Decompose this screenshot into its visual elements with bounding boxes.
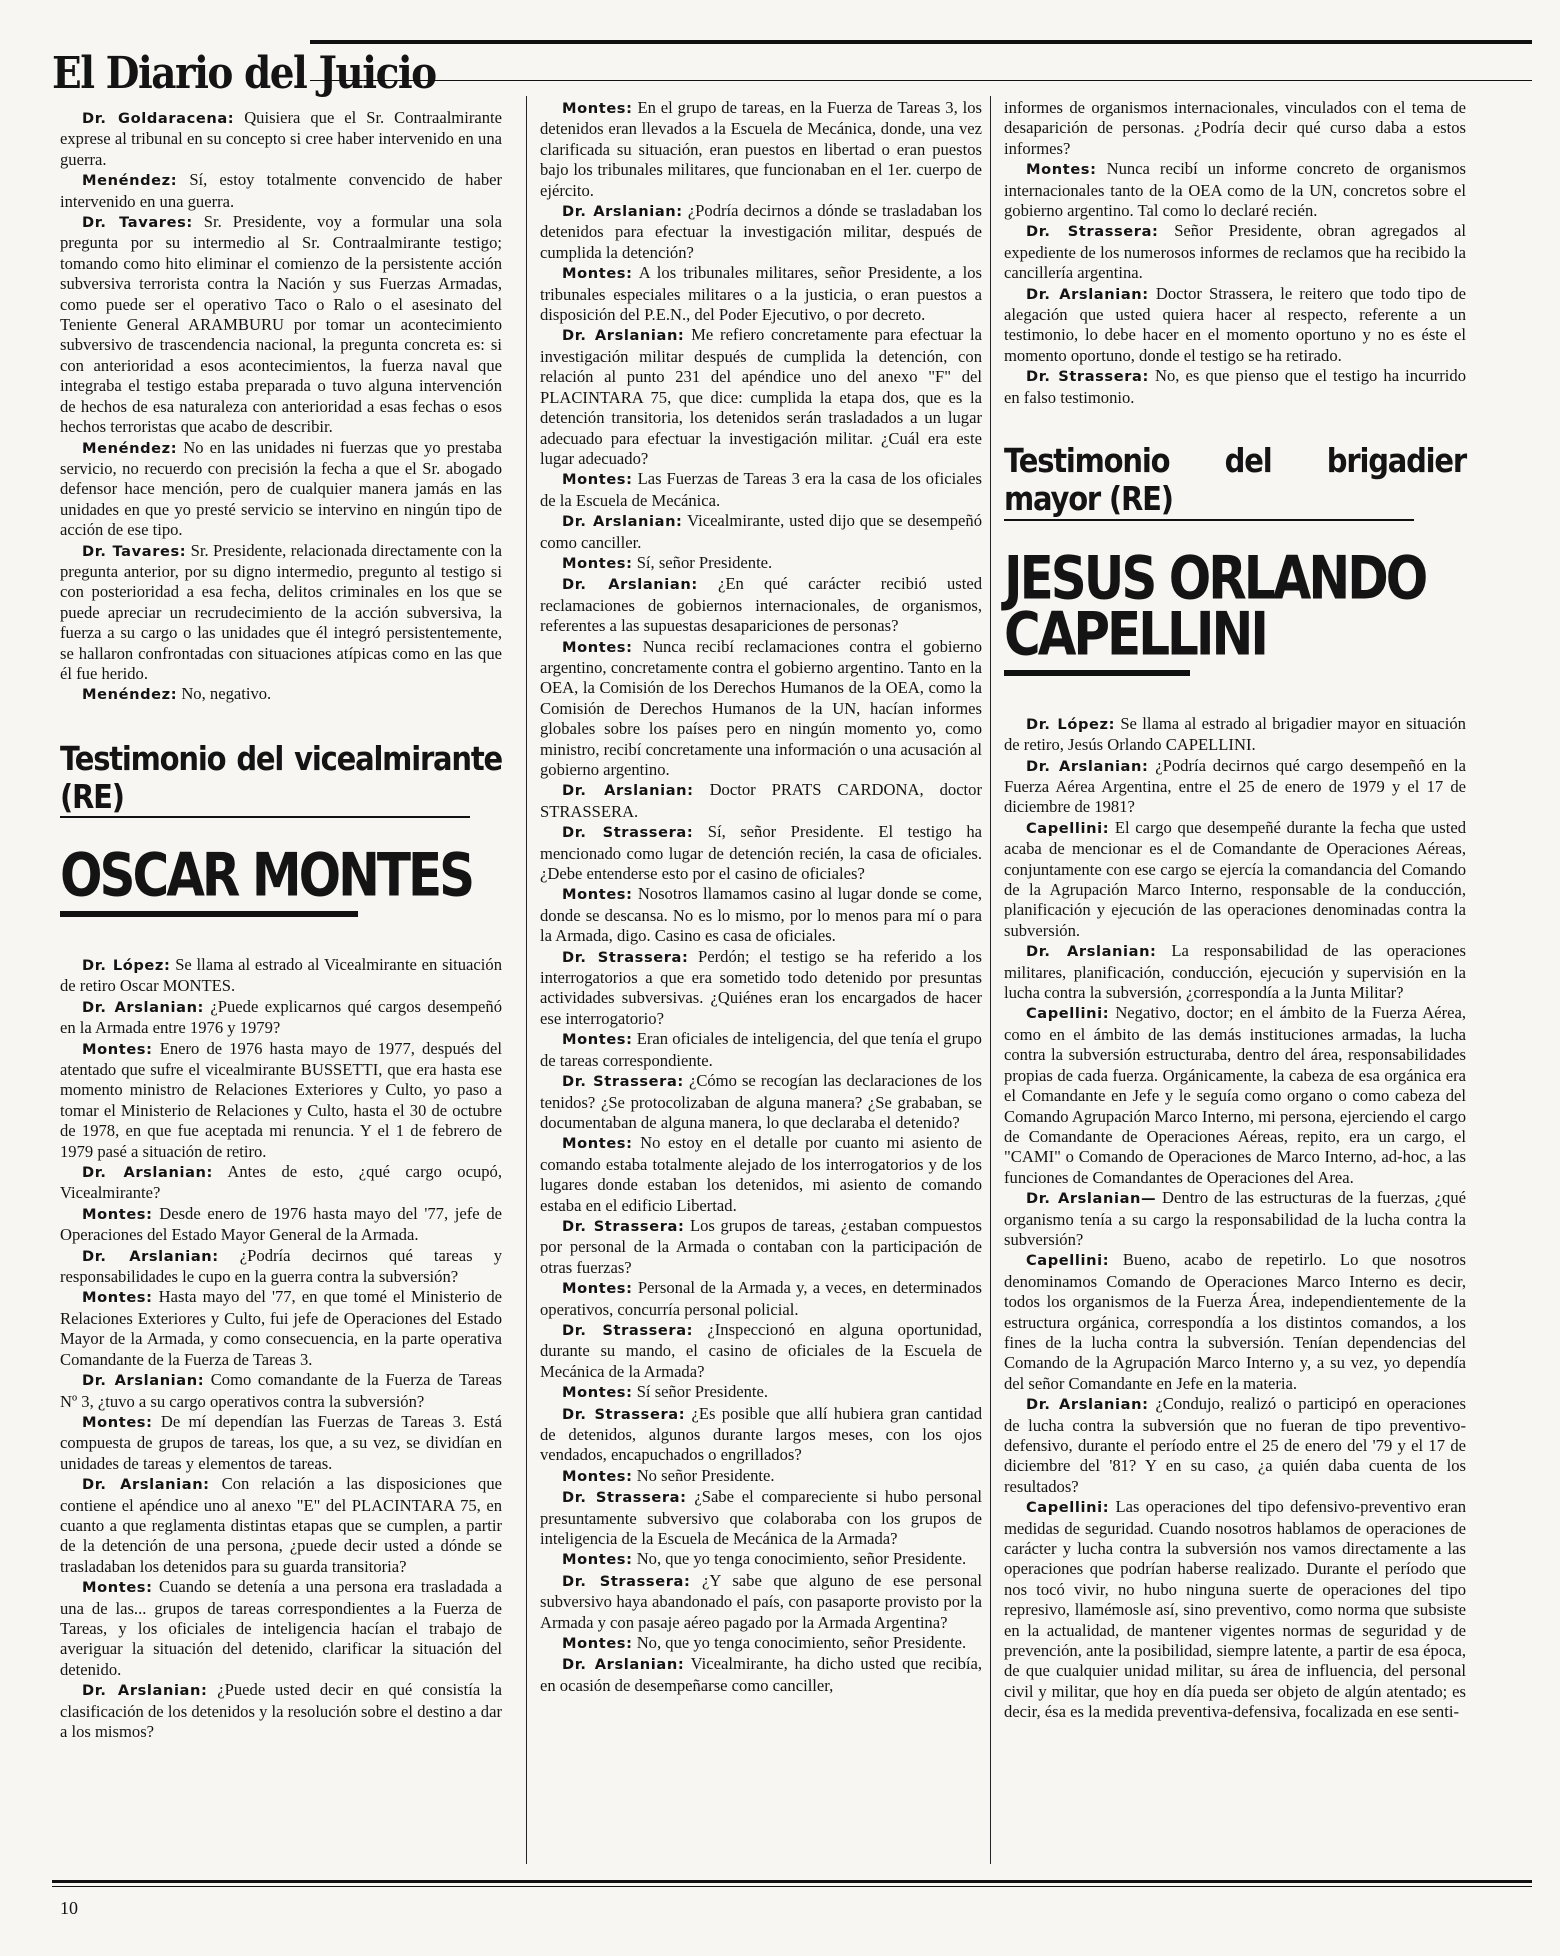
transcript-paragraph [60, 955, 502, 997]
speaker-label: Capellini: [1026, 1499, 1110, 1517]
speech-text: ¿Sabe el compareciente si hubo personal presuntamente subversivo que colaboraba con los grupos de inteligencia de la Escuela de Mecánica de la Armada? [540, 1487, 982, 1549]
transcript-paragraph [540, 1216, 982, 1278]
transcript-paragraph [540, 1029, 982, 1071]
speaker-label: Dr. Strassera: [562, 1321, 694, 1339]
speaker-label: Montes: [82, 1289, 153, 1307]
transcript-paragraph [1004, 98, 1466, 159]
column-divider [990, 96, 991, 1864]
transcript-paragraph [60, 108, 502, 170]
transcript-paragraph [60, 1039, 502, 1162]
speaker-label: Menéndez: [82, 172, 178, 190]
transcript-paragraph [60, 1246, 502, 1288]
menendez-transcript-end [60, 108, 502, 706]
footer-rule-thin [52, 1886, 1532, 1887]
speech-text: Dentro de las estructuras de la fuerzas, ¿qué organismo tenía a su cargo la responsabilidad de la lucha contra la subversión? [1004, 1188, 1466, 1249]
speech-text: No, negativo. [181, 684, 272, 704]
speaker-label: Dr. Arslanian: [1026, 285, 1149, 303]
column-3 [1004, 98, 1466, 1723]
speech-text: ¿Podría decirnos qué tareas y responsabilidades le cupo en la guerra contra la subversión? [60, 1245, 502, 1287]
transcript-paragraph [540, 553, 982, 574]
transcript-paragraph [540, 1571, 982, 1633]
speech-text: ¿Puede usted decir en qué consistía la clasificación de los detenidos y la resolución sobre el destino a dar a los mismos? [60, 1680, 502, 1741]
speech-text: La responsabilidad de las operaciones militares, planificación, conducción, ejecución y supervisión en la lucha contra la subversión, ¿correspondía a la Junta Militar? [1004, 941, 1466, 1003]
page-number: 10 [60, 1898, 78, 1918]
speech-text: Se llama al estrado al Vicealmirante en situación de retiro Oscar MONTES. [60, 954, 502, 996]
speaker-label: Montes: [82, 1579, 153, 1597]
transcript-paragraph [1004, 284, 1466, 367]
transcript-paragraph [1004, 221, 1466, 283]
speaker-label: Dr. Arslanian: [1026, 757, 1149, 775]
transcript-paragraph [540, 469, 982, 511]
speaker-label: Dr. Strassera: [562, 824, 694, 842]
section-heading-capellini: Testimonio del brigadier mayor (RE) [1004, 440, 1466, 519]
transcript-paragraph [1004, 1003, 1466, 1188]
transcript-paragraph [540, 1487, 982, 1549]
speaker-label: Dr. Arslanian: [82, 998, 204, 1016]
speaker-label: Dr. Arslanian: [1026, 1396, 1149, 1414]
transcript-paragraph [1004, 818, 1466, 941]
montes-transcript-part-1 [60, 955, 502, 1742]
speaker-label: Montes: [82, 1205, 153, 1223]
transcript-paragraph [540, 1071, 982, 1133]
transcript-paragraph [540, 947, 982, 1030]
column-1 [60, 108, 502, 1742]
transcript-paragraph [540, 1320, 982, 1382]
speaker-label: Montes: [562, 265, 633, 283]
name-underline [60, 911, 358, 917]
speech-text: Bueno, acabo de repetirlo. Lo que nosotros denominamos Comando de Operaciones Marco Interno es decir, todos los organismos de la Fuerza Área, independientemente de la estructura orgánica, correspondía a los distintos comandos, a los fines de la lucha contra la subversión. Tenían dependencias del Comando de la Agrupación Marco Interno y, a su vez, yo dependía del señor Comandante en Jefe en la materia. [1004, 1250, 1467, 1393]
speaker-label: Dr. Arslanian: [562, 1656, 685, 1674]
speech-text: Negativo, doctor; en el ámbito de la Fuerza Aérea, como en el ámbito de las demás instituciones armadas, la lucha contra la subversión estructuraba, dentro del área, responsabilidades propias de cada fuerza. Orgánicamente, la cabeza de esa orgánica era el Comandante en Jefe y le seguía como organo o como cabeza del Comando Agrupación Marco Interno, mi persona, ejerciendo el cargo de Comandante de Operaciones Aéreas, repito, era un cargo, el "CAMI" o Comando de Operaciones de Marco Interno, ad-hoc, a las funciones de Comandantes de Operaciones del Area. [1004, 1003, 1466, 1187]
speaker-label: Dr. Strassera: [562, 1489, 687, 1507]
speaker-label: Dr. Tavares: [82, 542, 187, 560]
speaker-label: Dr. Arslanian: [82, 1682, 208, 1700]
transcript-paragraph [60, 438, 502, 541]
speaker-label: Menéndez: [82, 439, 178, 457]
speech-text: Sr. Presidente, voy a formular una sola pregunta por su intermedio al Sr. Contraalmirante testigo; tomando como hito eliminar el comienzo de la persistente acción subversiva terrorista contra la Nación y sus Fuerzas Armadas, como puede ser el operativo Taco o Ralo o el asesinato del Teniente General ARAMBURU por tomar un acontecimiento subversivo de trascendencia nacional, la pregunta concreta es: si con anterioridad a esos acontecimientos, la fuerza naval que integraba el testigo estaba preparada o tuvo alguna intervención de hechos de esa naturaleza con anterioridad a esas fechas o esos hechos terroristas que acabo de describir. [60, 212, 502, 437]
transcript-paragraph [540, 574, 982, 636]
speech-text: No, es que pienso que el testigo ha incurrido en falso testimonio. [1004, 366, 1466, 407]
transcript-paragraph [540, 263, 982, 325]
column-2 [540, 98, 982, 1696]
speech-text: Doctor PRATS CARDONA, doctor STRASSERA. [540, 780, 982, 821]
transcript-paragraph [60, 1412, 502, 1474]
montes-transcript-end [1004, 98, 1466, 408]
speaker-label: Dr. Arslanian: [82, 1372, 205, 1390]
speaker-label: Montes: [562, 1467, 633, 1485]
speaker-label: Dr. Arslanian— [1026, 1190, 1157, 1208]
speech-text: A los tribunales militares, señor Presidente, a los tribunales especiales militares o a la justicia, o eran puestos a disposición del P.E.N., del Poder Ejecutivo, o por decreto. [540, 263, 983, 325]
speech-text: Cuando se detenía a una persona era trasladada a una de las... grupos de tareas correspondientes a la Fuerza de Tareas, y los oficiales de inteligencia hacían el trabajo de averiguar la situación del detenido, clarificar la situación del detenido. [60, 1577, 502, 1679]
speaker-label: Dr. Strassera: [562, 948, 689, 966]
witness-name-capellini-line2: CAPELLINI [1004, 599, 1266, 670]
speaker-label: Dr. Arslanian: [562, 576, 698, 594]
transcript-paragraph [60, 1474, 502, 1577]
speaker-label: Capellini: [1026, 819, 1110, 837]
speech-text: Sí, señor Presidente. [636, 552, 773, 572]
speech-text: Los grupos de tareas, ¿estaban compuestos por personal de la Armada o contaban con la participación de otras fuerzas? [540, 1215, 982, 1277]
masthead-rule [310, 40, 1532, 44]
speech-text: Nunca recibí un informe concreto de organismos internacionales tanto de la OEA como de la UN, concretos sobre el gobierno argentino. Tal como lo declaré recién. [1004, 159, 1466, 221]
speaker-label: Montes: [562, 1635, 633, 1653]
transcript-paragraph [60, 212, 502, 437]
transcript-paragraph [540, 1404, 982, 1466]
speech-text: ¿En qué carácter recibió usted reclamaciones de gobiernos internacionales, de organismos, referentes a las supuestas desapariciones de personas? [540, 574, 983, 636]
speaker-label: Dr. Strassera: [562, 1405, 686, 1423]
transcript-paragraph [1004, 1497, 1466, 1722]
speech-text: ¿Y sabe que alguno de ese personal subversivo haya abandonado el país, con pasaporte provisto por la Armada y con pasaje aéreo pagado por la Armada Argentina? [540, 1570, 982, 1632]
speaker-label: Dr. Goldaracena: [82, 110, 235, 127]
speaker-label: Montes: [82, 1413, 153, 1431]
speech-text: Sí, estoy totalmente convencido de haber intervenido en una guerra. [60, 170, 503, 211]
transcript-paragraph [60, 1370, 502, 1412]
transcript-paragraph [1004, 159, 1466, 221]
speech-text: No estoy en el detalle por cuanto mi asiento de comando estaba totalmente alejado de los interrogatorios y de los lugares donde estaban los detenidos, mi asiento de comando estaba en el edificio Libertad. [540, 1133, 982, 1215]
speech-text: Doctor Strassera, le reitero que todo tipo de alegación que usted quiera hacer al respecto, referente a un testimonio, lo debe hacer en el momento oportuno y no es éste el momento oportuno, donde el testigo se ha retirado. [1004, 283, 1466, 365]
capellini-transcript [1004, 714, 1466, 1723]
transcript-paragraph [540, 1382, 982, 1403]
transcript-paragraph [1004, 1188, 1466, 1250]
speaker-label: Capellini: [1026, 1252, 1110, 1270]
speech-text: Sr. Presidente, relacionada directamente con la pregunta anterior, por su digno intermedio, pregunto al testigo si con posterioridad a esa fecha, delitos criminales en los que se puede apreciar un recrudecimiento de la acción subversiva, la fuerza a su cargo o las unidades que él integró persistentemente, se hallaron confrontadas con situaciones atípicas como en las que él fue herido. [60, 540, 502, 683]
speech-text: Antes de esto, ¿qué cargo ocupó, Vicealmirante? [60, 1162, 503, 1203]
speaker-label: Dr. Strassera: [1026, 368, 1149, 386]
speaker-label: Montes: [1026, 161, 1097, 179]
transcript-paragraph [540, 1633, 982, 1654]
transcript-paragraph [540, 1133, 982, 1216]
speaker-label: Montes: [562, 554, 633, 572]
transcript-paragraph [1004, 366, 1466, 408]
speaker-label: Dr. Arslanian: [82, 1476, 210, 1494]
transcript-paragraph [540, 1549, 982, 1570]
transcript-paragraph [540, 1278, 982, 1320]
footer-rule [52, 1880, 1532, 1883]
speech-text: Enero de 1976 hasta mayo de 1977, después del atentado que sufre el vicealmirante BUSSETTI, que era hasta ese momento ministro de Relaciones Exteriores y Culto, yo paso a tomar el Ministerio de Relaciones y Culto, hasta el 30 de octubre de 1978, en que fue aceptada mi renuncia. Y el 1 de febrero de 1979 pasé a situación de retiro. [60, 1038, 502, 1161]
speaker-label: Dr. López: [1026, 715, 1116, 733]
transcript-paragraph [1004, 714, 1466, 756]
speaker-label: Dr. Arslanian: [562, 327, 685, 345]
speech-text: Nunca recibí reclamaciones contra el gobierno argentino, concretamente contra el gobierno argentino. Tanto en la OEA, la Comisión de los Derechos Humanos de la OEA, como la Comisión de Derechos Humanos de la UN, hacían informes globales sobre los países pero en ningún momento yo, como ministro, recibí concretamente una información o una acusación al gobierno argentino. [540, 636, 983, 779]
speech-text: Vicealmirante, ha dicho usted que recibía, en ocasión de desempeñarse como canciller, [540, 1654, 982, 1695]
section-heading-montes: Testimonio del vicealmirante (RE) [60, 738, 502, 817]
speech-text: Perdón; el testigo se ha referido a los interrogatorios a que era sometido todo detenido por presuntas actividades subversivas. ¿Quiénes eran los encargados de hacer ese interrogatorio? [540, 946, 982, 1028]
speech-text: Con relación a las disposiciones que contiene el apéndice uno al anexo "E" del PLACINTARA 75, en cuanto a que reglamenta distintas etapas que se cumplen, a partir de la detención de una persona, ¿puede decir usted a dónde se trasladaban los detenidos para su guarda transitoria? [60, 1474, 503, 1576]
speaker-label: Montes: [562, 1280, 633, 1298]
speaker-label: Dr. López: [82, 956, 171, 974]
transcript-paragraph [540, 98, 982, 201]
transcript-paragraph [1004, 1250, 1466, 1394]
speaker-label: Montes: [562, 1384, 633, 1402]
transcript-paragraph [540, 511, 982, 553]
transcript-paragraph [60, 1577, 502, 1680]
speech-text: Como comandante de la Fuerza de Tareas Nº 3, ¿tuvo a su cargo operativos contra la subversión? [60, 1370, 502, 1411]
speaker-label: Dr. Tavares: [82, 214, 193, 232]
section-rule [1004, 519, 1414, 521]
speaker-label: Dr. Arslanian: [82, 1247, 219, 1265]
speech-text: No, que yo tenga conocimiento, señor Presidente. [636, 1633, 967, 1653]
transcript-paragraph [60, 684, 502, 705]
speech-text: De mí dependían las Fuerzas de Tareas 3. Está compuesta de grupos de tareas, los que, a su vez, se dividían en unidades de tareas y elementos de tareas. [60, 1411, 502, 1473]
speech-text: No señor Presidente. [636, 1465, 775, 1485]
speaker-label: Capellini: [1026, 1005, 1110, 1023]
speech-text: ¿Puede explicarnos qué cargos desempeñó en la Armada entre 1976 y 1979? [60, 996, 502, 1038]
speech-text: Sí señor Presidente. [636, 1382, 769, 1402]
speech-text: Eran oficiales de inteligencia, del que tenía el grupo de tareas correspondiente. [540, 1029, 982, 1070]
speaker-label: Montes: [562, 100, 633, 117]
witness-name-montes: OSCAR MONTES [60, 840, 473, 911]
speech-text: Las Fuerzas de Tareas 3 era la casa de los oficiales de la Escuela de Mecánica. [540, 469, 982, 510]
speech-text: Quisiera que el Sr. Contraalmirante exprese al tribunal en su concepto si cree haber intervenido en una guerra. [60, 108, 502, 169]
speech-text: ¿Podría decirnos a dónde se trasladaban los detenidos para efectuar la investigación militar, después de cumplida la detención? [540, 201, 982, 262]
transcript-paragraph [60, 1162, 502, 1204]
speech-text: Sí, señor Presidente. El testigo ha mencionado como lugar de detención recién, la casa de oficiales. ¿Debe entenderse esto por el casino de oficiales? [540, 822, 982, 884]
speech-text: Las operaciones del tipo defensivo-preventivo eran medidas de seguridad. Cuando nosotros hablamos de operaciones de carácter y lucha contra la subversión nos vamos directamente a las operaciones que podrían haberse realizado. Durante el período que nos tocó vivir, no hubo ninguna suerte de operaciones del tipo represivo, llamémosle así, sino preventivo, como norma que subsiste en la actualidad, de mantener vigentes normas de seguridad y de prevención, ante la posibilidad, siempre latente, a partir de esa época, de que cualquier unidad militar, su área de influencia, del personal civil y militar, que hoy en día pueda ser objeto de algún atentado; es decir, ésa es la medida preventiva-defensiva, focalizada en ese senti- [1004, 1497, 1466, 1722]
speech-text: Vicealmirante, usted dijo que se desempeñó como canciller. [540, 511, 982, 552]
montes-transcript-part-2 [540, 98, 982, 1696]
speaker-label: Dr. Arslanian: [1026, 943, 1157, 961]
speech-text: El cargo que desempeñé durante la fecha que usted acaba de mencionar es el de Comandante de Operaciones Aéreas, conjuntamente con ese cargo se ejercía la comandancia del Comando de la Agrupación Marco Interno, responsable de la conducción, planificación y ejecución de las operaciones denominadas contra la subversión. [1004, 817, 1466, 940]
speech-text: Desde enero de 1976 hasta mayo del '77, jefe de Operaciones del Estado Mayor General de la Armada. [60, 1203, 502, 1245]
transcript-paragraph [60, 1287, 502, 1370]
speaker-label: Menéndez: [82, 686, 178, 704]
transcript-paragraph [1004, 756, 1466, 818]
speech-text: ¿Inspeccionó en alguna oportunidad, durante su mando, el casino de oficiales de la Escuela de Mecánica de la Armada? [540, 1319, 982, 1381]
transcript-paragraph [540, 822, 982, 884]
transcript-paragraph [60, 997, 502, 1039]
transcript-paragraph [540, 780, 982, 822]
transcript-paragraph [60, 170, 502, 212]
speaker-label: Montes: [562, 1031, 633, 1049]
speaker-label: Dr. Arslanian: [562, 513, 683, 531]
transcript-paragraph [1004, 1394, 1466, 1497]
name-underline [1004, 670, 1190, 676]
transcript-paragraph [60, 1204, 502, 1246]
speaker-label: Dr. Arslanian: [562, 782, 694, 800]
speech-text: No, que yo tenga conocimiento, señor Presidente. [636, 1549, 967, 1569]
masthead: El Diario del Juicio [52, 47, 436, 100]
speaker-label: Dr. Arslanian: [82, 1164, 213, 1182]
speaker-label: Montes: [562, 1551, 633, 1569]
transcript-paragraph [540, 1654, 982, 1696]
speech-text: Se llama al estrado al brigadier mayor en situación de retiro, Jesús Orlando CAPELLINI. [1004, 713, 1466, 755]
section-rule [60, 816, 470, 818]
speech-text: informes de organismos internacionales, vinculados con el tema de desaparición de personas. ¿Podría decir qué curso daba a estos informes? [1004, 98, 1466, 158]
speech-text: Me refiero concretamente para efectuar la investigación militar después de cumplida la detención, con relación al punto 231 del apéndice uno del anexo "F" del PLACINTARA 75, que dice: cumplida la etapa dos, que es la detención transitoria, los detenidos serán trasladados a un lugar adecuado para efectuar la investigación militar. ¿Cuál era este lugar adecuado? [540, 325, 983, 468]
speaker-label: Dr. Arslanian: [562, 203, 683, 221]
transcript-paragraph [540, 325, 982, 469]
speaker-label: Montes: [562, 471, 633, 489]
transcript-paragraph [540, 201, 982, 263]
witness-name-capellini-line1: JESUS ORLANDO [1004, 543, 1426, 613]
speech-text: Nosotros llamamos casino al lugar donde se come, donde se descansa. No es lo mismo, por lo menos para mí o para la Armada, digo. Casino es casa de oficiales. [540, 884, 982, 946]
transcript-paragraph [540, 1466, 982, 1487]
speaker-label: Dr. Strassera: [562, 1073, 684, 1091]
speech-text: ¿Cómo se recogían las declaraciones de los tenidos? ¿Se protocolizaban de alguna manera? ¿Se grababan, se documentaban de alguna manera, lo que declaraba el detenido? [540, 1071, 982, 1132]
speech-text: Hasta mayo del '77, en que tomé el Ministerio de Relaciones Exteriores y Culto, fui jefe de Operaciones del Estado Mayor de la Armada, y como consecuencia, en la parte operativa Comandante de la Fuerza de Tareas 3. [60, 1287, 502, 1369]
speech-text: En el grupo de tareas, en la Fuerza de Tareas 3, los detenidos eran llevados a la Escuela de Mecánica, donde, una vez clarificada su situación, eran puestos en libertad o eran puestos bajo los tribunales militares, que funcionaban en el 1er. cuerpo de ejército. [540, 98, 982, 200]
column-divider [526, 96, 527, 1864]
speaker-label: Montes: [562, 1135, 633, 1153]
transcript-paragraph [60, 541, 502, 685]
speaker-label: Dr. Strassera: [562, 1217, 685, 1235]
speech-text: Señor Presidente, obran agregados al expediente de los numerosos informes de reclamos que ha recibido la cancillería argentina. [1004, 221, 1466, 283]
speaker-label: Montes: [562, 638, 633, 656]
transcript-paragraph [540, 637, 982, 781]
speaker-label: Dr. Strassera: [562, 1572, 691, 1590]
transcript-paragraph [540, 884, 982, 946]
speech-text: ¿Podría decirnos qué cargo desempeñó en la Fuerza Aérea Argentina, entre el 25 de enero de 1979 y el 17 de diciembre de 1981? [1004, 755, 1466, 817]
masthead-rule-thin [310, 80, 1532, 81]
transcript-paragraph [1004, 941, 1466, 1003]
speech-text: ¿Es posible que allí hubiera gran cantidad de detenidos, algunos durante largos meses, con los ojos vendados, encapuchados o engrillados? [540, 1403, 982, 1465]
transcript-paragraph [60, 1680, 502, 1742]
speaker-label: Montes: [82, 1040, 153, 1058]
speech-text: No en las unidades ni fuerzas que yo prestaba servicio, no recuerdo con precisión la fecha a que el Sr. abogado defensor hace mención, pero de cualquier manera jamás en las unidades en que yo presté servicio se intervino en ningún tipo de acción de ese tipo. [60, 437, 502, 540]
speaker-label: Dr. Strassera: [1026, 223, 1159, 241]
speech-text: Personal de la Armada y, a veces, en determinados operativos, concurría personal policial. [540, 1278, 982, 1319]
speech-text: ¿Condujo, realizó o participó en operaciones de lucha contra la subversión que no fueran de tipo preventivo-defensivo, durante el período entre el 25 de enero del '79 y el 17 de diciembre del '81? Y en su caso, ¿a quién daba cuenta de los resultados? [1004, 1394, 1466, 1496]
speaker-label: Montes: [562, 886, 633, 904]
